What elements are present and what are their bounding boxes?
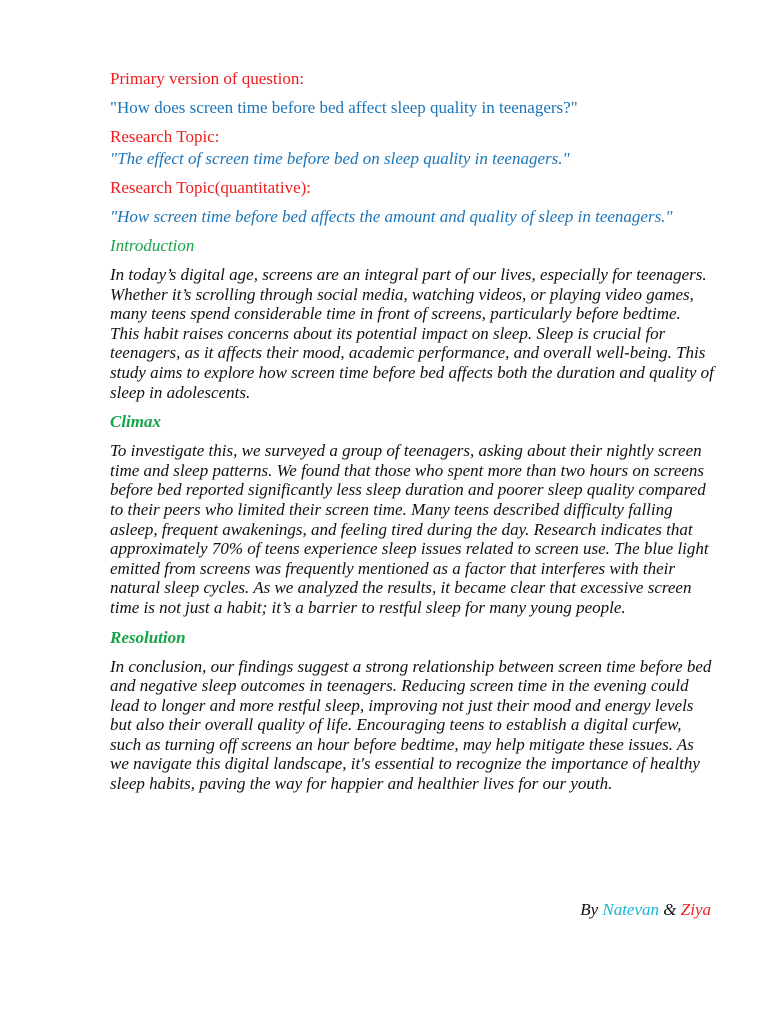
research-topic-quant-text: "How screen time before bed affects the amount and quality of sleep in teenagers." <box>110 207 673 226</box>
introduction-body: In today’s digital age, screens are an integral part of our lives, especially for teenagers. Whether it’s scrolling through social media, watching videos, or playing video games, many teens spend considerable time in front of screens, particularly before bedtime. This habit raises concerns about its potential impact on sleep. Sleep is crucial for teenagers, as it affects their mood, academic performance, and overall well-being. This study aims to explore how screen time before bed affects both the duration and quality of sleep in adolescents. <box>110 265 714 402</box>
climax-body: To investigate this, we surveyed a group of teenagers, asking about their nightly screen time and sleep patterns. We found that those who spent more than two hours on screens before bed reported significantly less sleep duration and poorer sleep quality compared to their peers who limited their screen time. Many teens described difficulty falling asleep, frequent awakenings, and feeling tired during the day. Research indicates that approximately 70% of teens experience sleep issues related to screen use. The blue light emitted from screens was frequently mentioned as a factor that interferes with their natural sleep cycles. As we analyzed the results, it became clear that excessive screen time is not just a habit; it’s a barrier to restful sleep for many young people. <box>110 441 709 617</box>
resolution-body: In conclusion, our findings suggest a strong relationship between screen time before bed and negative sleep outcomes in teenagers. Reducing screen time in the evening could lead to longer and more restful sleep, improving not just their mood and energy levels but also their overall quality of life. Encouraging teens to establish a digital curfew, such as turning off screens an hour before bedtime, may help mitigate these issues. As we navigate this digital landscape, it's essential to recognize the importance of healthy sleep habits, paving the way for happier and healthier lives for our youth. <box>110 656 712 794</box>
resolution-heading: Resolution <box>110 627 186 647</box>
author-ziya: Ziya <box>680 900 711 919</box>
research-topic-quant-label: Research Topic(quantitative): <box>110 178 312 197</box>
byline-ampersand: & <box>663 900 677 919</box>
byline <box>580 900 711 920</box>
byline-by: By <box>580 900 599 919</box>
research-topic-label: Research Topic: <box>110 127 220 146</box>
primary-question-label: Primary version of question: <box>110 69 305 88</box>
author-natevan: Natevan <box>602 900 660 919</box>
document-page <box>110 68 714 794</box>
research-topic-text: "The effect of screen time before bed on sleep quality in teenagers." <box>110 149 570 168</box>
climax-heading: Climax <box>110 412 162 432</box>
introduction-heading: Introduction <box>110 236 195 255</box>
primary-question-text: "How does screen time before bed affect sleep quality in teenagers?" <box>110 98 578 117</box>
